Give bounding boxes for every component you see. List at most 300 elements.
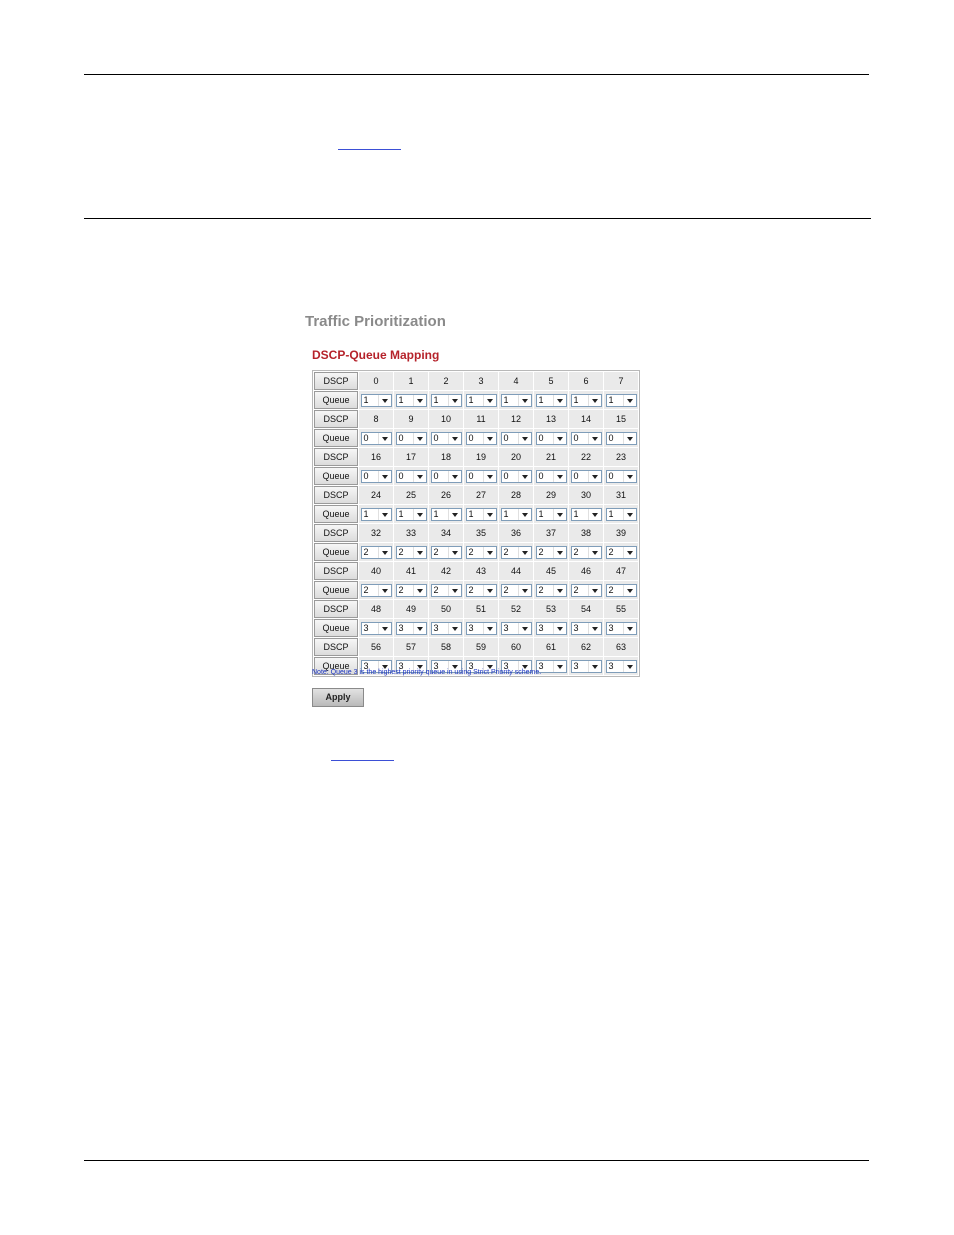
queue-cell [604, 543, 638, 561]
queue-select-value: 2 [433, 584, 439, 595]
queue-select[interactable] [571, 660, 602, 673]
queue-select-value: 2 [468, 546, 474, 557]
queue-select[interactable] [431, 508, 462, 521]
chevron-down-icon[interactable] [623, 395, 636, 406]
dscp-row [314, 486, 638, 504]
queue-row-header: Queue [314, 505, 358, 523]
queue-row [314, 543, 638, 561]
queue-select-value: 0 [503, 432, 509, 443]
dscp-value: 21 [534, 448, 568, 466]
chevron-down-icon[interactable] [413, 433, 426, 444]
chevron-down-icon[interactable] [448, 471, 461, 482]
queue-select[interactable] [571, 394, 602, 407]
queue-cell [534, 543, 568, 561]
priority-note: Note: Queue 3 is the highest priority queue in using Strict Priority scheme. [312, 669, 542, 676]
queue-select-value: 0 [503, 470, 509, 481]
dscp-value: 40 [359, 562, 393, 580]
chevron-down-icon[interactable] [413, 585, 426, 596]
dscp-value: 36 [499, 524, 533, 542]
queue-row [314, 581, 638, 599]
queue-row-header: Queue [314, 543, 358, 561]
dscp-value: 54 [569, 600, 603, 618]
queue-cell [429, 543, 463, 561]
queue-select[interactable] [361, 584, 392, 597]
queue-select[interactable] [361, 508, 392, 521]
queue-cell [464, 581, 498, 599]
dscp-value: 27 [464, 486, 498, 504]
dscp-row-header: DSCP [314, 638, 358, 656]
chevron-down-icon[interactable] [518, 509, 531, 520]
chevron-down-icon[interactable] [623, 509, 636, 520]
queue-select[interactable] [571, 622, 602, 635]
queue-select[interactable] [431, 470, 462, 483]
queue-select[interactable] [536, 584, 567, 597]
chevron-down-icon[interactable] [413, 547, 426, 558]
queue-select[interactable] [571, 546, 602, 559]
queue-cell [569, 657, 603, 675]
queue-cell [569, 429, 603, 447]
queue-select[interactable] [501, 584, 532, 597]
queue-select-value: 2 [538, 546, 544, 557]
dscp-value: 4 [499, 372, 533, 390]
queue-select-value: 1 [573, 394, 579, 405]
dscp-row [314, 410, 638, 428]
chevron-down-icon[interactable] [553, 509, 566, 520]
dscp-value: 23 [604, 448, 638, 466]
queue-select-value: 0 [468, 470, 474, 481]
chevron-down-icon[interactable] [483, 471, 496, 482]
dscp-value: 13 [534, 410, 568, 428]
page-link-bottom[interactable] [331, 760, 394, 761]
chevron-down-icon[interactable] [553, 433, 566, 444]
queue-select[interactable] [396, 584, 427, 597]
queue-select[interactable] [536, 508, 567, 521]
queue-select[interactable] [501, 470, 532, 483]
queue-cell [569, 391, 603, 409]
queue-select-value: 1 [608, 508, 614, 519]
section-title: DSCP-Queue Mapping [312, 348, 440, 362]
queue-select-value: 3 [398, 622, 404, 633]
queue-select[interactable] [501, 622, 532, 635]
queue-select-value: 0 [573, 470, 579, 481]
queue-select[interactable] [536, 470, 567, 483]
queue-select-value: 0 [538, 470, 544, 481]
queue-cell [499, 429, 533, 447]
queue-select[interactable] [606, 432, 637, 445]
dscp-value: 29 [534, 486, 568, 504]
dscp-row-header: DSCP [314, 524, 358, 542]
dscp-row [314, 600, 638, 618]
queue-cell [359, 467, 393, 485]
dscp-row-header: DSCP [314, 410, 358, 428]
queue-select-value: 3 [608, 622, 614, 633]
queue-select[interactable] [466, 432, 497, 445]
chevron-down-icon[interactable] [588, 661, 601, 672]
chevron-down-icon[interactable] [448, 585, 461, 596]
chevron-down-icon[interactable] [623, 661, 636, 672]
dscp-value: 25 [394, 486, 428, 504]
queue-select[interactable] [431, 546, 462, 559]
dscp-row [314, 448, 638, 466]
queue-select-value: 0 [363, 432, 369, 443]
queue-select-value: 3 [608, 660, 614, 671]
queue-cell [429, 581, 463, 599]
queue-select-value: 1 [538, 508, 544, 519]
queue-row-header: Queue [314, 657, 358, 675]
chevron-down-icon[interactable] [413, 395, 426, 406]
queue-select-value: 2 [573, 546, 579, 557]
header-rule [84, 74, 869, 75]
queue-select-value: 0 [433, 470, 439, 481]
dscp-value: 15 [604, 410, 638, 428]
chevron-down-icon[interactable] [553, 623, 566, 634]
chevron-down-icon[interactable] [588, 585, 601, 596]
queue-cell [359, 391, 393, 409]
chevron-down-icon[interactable] [413, 509, 426, 520]
queue-select-value: 1 [538, 394, 544, 405]
queue-select[interactable] [396, 622, 427, 635]
queue-row [314, 467, 638, 485]
queue-select-value: 3 [363, 622, 369, 633]
chevron-down-icon[interactable] [588, 395, 601, 406]
queue-row-header: Queue [314, 429, 358, 447]
queue-select-value: 3 [433, 622, 439, 633]
dscp-value: 10 [429, 410, 463, 428]
chevron-down-icon[interactable] [518, 471, 531, 482]
queue-select[interactable] [536, 622, 567, 635]
queue-cell [359, 429, 393, 447]
chevron-down-icon[interactable] [623, 585, 636, 596]
dscp-value: 38 [569, 524, 603, 542]
queue-select[interactable] [466, 584, 497, 597]
queue-select-value: 1 [503, 394, 509, 405]
chevron-down-icon[interactable] [378, 433, 391, 444]
queue-cell [604, 505, 638, 523]
dscp-value: 45 [534, 562, 568, 580]
queue-select-value: 1 [398, 508, 404, 519]
queue-cell [464, 543, 498, 561]
queue-cell [534, 505, 568, 523]
chevron-down-icon[interactable] [378, 623, 391, 634]
queue-row [314, 429, 638, 447]
dscp-value: 1 [394, 372, 428, 390]
queue-cell [394, 429, 428, 447]
queue-cell [359, 543, 393, 561]
queue-select[interactable] [536, 394, 567, 407]
queue-select-value: 0 [608, 432, 614, 443]
queue-select-value: 3 [468, 622, 474, 633]
queue-select[interactable] [361, 546, 392, 559]
dscp-value: 9 [394, 410, 428, 428]
queue-select[interactable] [606, 394, 637, 407]
chevron-down-icon[interactable] [553, 585, 566, 596]
dscp-value: 57 [394, 638, 428, 656]
queue-cell [429, 391, 463, 409]
chevron-down-icon[interactable] [448, 433, 461, 444]
queue-select[interactable] [536, 432, 567, 445]
queue-select[interactable] [361, 622, 392, 635]
queue-select[interactable] [361, 470, 392, 483]
chevron-down-icon[interactable] [448, 395, 461, 406]
queue-select-value: 2 [503, 546, 509, 557]
dscp-value: 30 [569, 486, 603, 504]
queue-select[interactable] [361, 432, 392, 445]
footer-rule [84, 1160, 869, 1161]
queue-cell [359, 505, 393, 523]
queue-select[interactable] [606, 470, 637, 483]
queue-row [314, 619, 638, 637]
queue-cell [394, 581, 428, 599]
page-link-top[interactable] [338, 149, 401, 150]
queue-select-value: 1 [468, 508, 474, 519]
queue-select-value: 3 [468, 660, 474, 671]
chevron-down-icon[interactable] [623, 547, 636, 558]
queue-select[interactable] [466, 394, 497, 407]
dscp-row-header: DSCP [314, 486, 358, 504]
chevron-down-icon[interactable] [448, 623, 461, 634]
dscp-value: 17 [394, 448, 428, 466]
dscp-row [314, 562, 638, 580]
queue-select[interactable] [606, 584, 637, 597]
queue-select-value: 1 [398, 394, 404, 405]
queue-cell [604, 581, 638, 599]
queue-select[interactable] [571, 432, 602, 445]
queue-cell [394, 467, 428, 485]
dscp-row [314, 524, 638, 542]
queue-select-value: 2 [503, 584, 509, 595]
queue-select[interactable] [466, 470, 497, 483]
chevron-down-icon[interactable] [518, 395, 531, 406]
dscp-value: 33 [394, 524, 428, 542]
chevron-down-icon[interactable] [518, 547, 531, 558]
chevron-down-icon[interactable] [518, 585, 531, 596]
queue-select[interactable] [431, 432, 462, 445]
dscp-value: 32 [359, 524, 393, 542]
queue-select[interactable] [571, 584, 602, 597]
chevron-down-icon[interactable] [413, 471, 426, 482]
queue-cell [429, 619, 463, 637]
dscp-row [314, 638, 638, 656]
dscp-value: 11 [464, 410, 498, 428]
chevron-down-icon[interactable] [448, 509, 461, 520]
dscp-value: 20 [499, 448, 533, 466]
queue-select-value: 1 [363, 508, 369, 519]
queue-select[interactable] [431, 622, 462, 635]
dscp-value: 24 [359, 486, 393, 504]
chevron-down-icon[interactable] [623, 471, 636, 482]
queue-cell [569, 543, 603, 561]
queue-select[interactable] [396, 394, 427, 407]
queue-select-value: 2 [573, 584, 579, 595]
queue-select-value: 3 [433, 660, 439, 671]
dscp-value: 41 [394, 562, 428, 580]
chevron-down-icon[interactable] [553, 661, 566, 672]
dscp-value: 47 [604, 562, 638, 580]
chevron-down-icon[interactable] [483, 509, 496, 520]
queue-select[interactable] [396, 432, 427, 445]
chevron-down-icon[interactable] [588, 433, 601, 444]
chevron-down-icon[interactable] [588, 623, 601, 634]
dscp-value: 19 [464, 448, 498, 466]
queue-cell [499, 467, 533, 485]
queue-cell [359, 619, 393, 637]
queue-select[interactable] [571, 508, 602, 521]
dscp-value: 34 [429, 524, 463, 542]
queue-select[interactable] [396, 546, 427, 559]
queue-select-value: 3 [398, 660, 404, 671]
dscp-value: 44 [499, 562, 533, 580]
queue-select[interactable] [501, 432, 532, 445]
queue-select-value: 2 [398, 584, 404, 595]
queue-row-header: Queue [314, 467, 358, 485]
chevron-down-icon[interactable] [588, 471, 601, 482]
dscp-value: 55 [604, 600, 638, 618]
queue-select-value: 0 [538, 432, 544, 443]
dscp-row-header: DSCP [314, 562, 358, 580]
dscp-row-header: DSCP [314, 600, 358, 618]
dscp-value: 61 [534, 638, 568, 656]
queue-select-value: 3 [573, 660, 579, 671]
queue-select-value: 0 [433, 432, 439, 443]
queue-select[interactable] [606, 508, 637, 521]
chevron-down-icon[interactable] [588, 547, 601, 558]
queue-select[interactable] [466, 508, 497, 521]
queue-select[interactable] [501, 394, 532, 407]
queue-select[interactable] [396, 508, 427, 521]
queue-cell [499, 505, 533, 523]
queue-cell [499, 391, 533, 409]
queue-select[interactable] [431, 394, 462, 407]
queue-select-value: 3 [573, 622, 579, 633]
dscp-value: 26 [429, 486, 463, 504]
queue-cell [464, 467, 498, 485]
queue-select[interactable] [606, 622, 637, 635]
queue-cell [464, 391, 498, 409]
chevron-down-icon[interactable] [588, 509, 601, 520]
chevron-down-icon[interactable] [623, 623, 636, 634]
dscp-value: 35 [464, 524, 498, 542]
dscp-value: 52 [499, 600, 533, 618]
queue-select-value: 3 [503, 660, 509, 671]
queue-select[interactable] [501, 546, 532, 559]
queue-cell [499, 581, 533, 599]
queue-select-value: 1 [503, 508, 509, 519]
queue-select[interactable] [606, 660, 637, 673]
dscp-value: 49 [394, 600, 428, 618]
dscp-value: 18 [429, 448, 463, 466]
chevron-down-icon[interactable] [378, 585, 391, 596]
chevron-down-icon[interactable] [378, 547, 391, 558]
queue-select[interactable] [501, 508, 532, 521]
queue-cell [534, 391, 568, 409]
queue-select[interactable] [606, 546, 637, 559]
queue-select-value: 2 [608, 584, 614, 595]
queue-select[interactable] [536, 546, 567, 559]
dscp-value: 7 [604, 372, 638, 390]
dscp-value: 22 [569, 448, 603, 466]
chevron-down-icon[interactable] [623, 433, 636, 444]
queue-row [314, 505, 638, 523]
dscp-value: 39 [604, 524, 638, 542]
queue-select-value: 2 [363, 546, 369, 557]
dscp-value: 58 [429, 638, 463, 656]
dscp-value: 48 [359, 600, 393, 618]
queue-select-value: 2 [363, 584, 369, 595]
queue-select-value: 0 [573, 432, 579, 443]
chevron-down-icon[interactable] [448, 547, 461, 558]
queue-cell [394, 391, 428, 409]
queue-cell [499, 619, 533, 637]
queue-row-header: Queue [314, 581, 358, 599]
queue-select[interactable] [466, 546, 497, 559]
page-title: Traffic Prioritization [305, 313, 446, 330]
apply-button[interactable]: Apply [312, 688, 364, 707]
queue-select-value: 1 [608, 394, 614, 405]
queue-select-value: 2 [538, 584, 544, 595]
queue-select-value: 1 [573, 508, 579, 519]
queue-select[interactable] [466, 622, 497, 635]
dscp-value: 6 [569, 372, 603, 390]
chevron-down-icon[interactable] [518, 433, 531, 444]
dscp-value: 46 [569, 562, 603, 580]
queue-select-value: 1 [468, 394, 474, 405]
dscp-value: 56 [359, 638, 393, 656]
chevron-down-icon[interactable] [483, 623, 496, 634]
queue-cell [499, 543, 533, 561]
chevron-down-icon[interactable] [483, 547, 496, 558]
queue-cell [394, 619, 428, 637]
chevron-down-icon[interactable] [378, 395, 391, 406]
chevron-down-icon[interactable] [483, 433, 496, 444]
chevron-down-icon[interactable] [518, 623, 531, 634]
queue-cell [394, 543, 428, 561]
chevron-down-icon[interactable] [378, 471, 391, 482]
queue-select[interactable] [571, 470, 602, 483]
queue-select-value: 2 [433, 546, 439, 557]
queue-cell [604, 429, 638, 447]
queue-cell [429, 505, 463, 523]
dscp-value: 37 [534, 524, 568, 542]
queue-cell [569, 581, 603, 599]
queue-select-value: 0 [398, 470, 404, 481]
queue-select-value: 0 [608, 470, 614, 481]
queue-cell [534, 429, 568, 447]
dscp-value: 14 [569, 410, 603, 428]
chevron-down-icon[interactable] [553, 547, 566, 558]
queue-select[interactable] [396, 470, 427, 483]
chevron-down-icon[interactable] [553, 471, 566, 482]
queue-row-header: Queue [314, 391, 358, 409]
dscp-value: 59 [464, 638, 498, 656]
dscp-value: 62 [569, 638, 603, 656]
chevron-down-icon[interactable] [413, 623, 426, 634]
chevron-down-icon[interactable] [553, 395, 566, 406]
queue-select-value: 3 [503, 622, 509, 633]
dscp-value: 50 [429, 600, 463, 618]
dscp-value: 51 [464, 600, 498, 618]
dscp-row [314, 372, 638, 390]
queue-cell [464, 505, 498, 523]
chevron-down-icon[interactable] [378, 509, 391, 520]
queue-select-value: 0 [363, 470, 369, 481]
queue-select[interactable] [431, 584, 462, 597]
chevron-down-icon[interactable] [483, 395, 496, 406]
dscp-value: 63 [604, 638, 638, 656]
queue-cell [534, 619, 568, 637]
chevron-down-icon[interactable] [483, 585, 496, 596]
queue-select[interactable] [361, 394, 392, 407]
queue-select-value: 1 [433, 394, 439, 405]
